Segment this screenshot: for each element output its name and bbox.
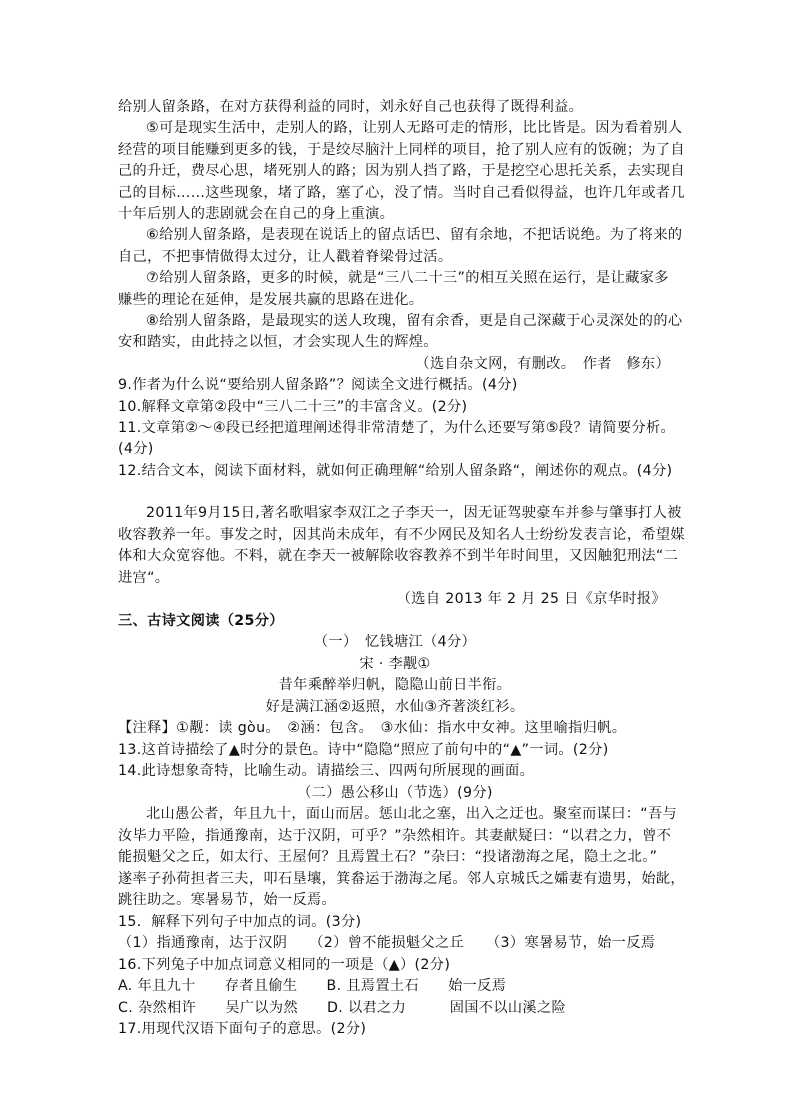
poem-title: （一） 忆钱塘江（4分） [313,634,477,650]
poem-author: 宋 · 李觏① [359,656,431,672]
section-3-heading: 三、古诗文阅读（25分） [118,613,284,629]
article-paragraph-8-line: 安和踏实，由此持之以恒，才会实现人生的辉煌。 [118,334,438,350]
article-paragraph-6-line: ⑥给别人留条路，是表现在说话上的留点话巴、留有余地，不把话说绝。为了将来的 [146,227,683,243]
material-line: 体和大众宽容他。不料，就在李天一被解除收容教养不到半年时间里，又因触犯刑法“二 [118,548,679,564]
material-line: 进宫“。 [118,570,170,586]
prose-line: 遂率子孙荷担者三夫，叩石垦壤，箕畚运于渤海之尾。邻人京城氏之孀妻有遗男，始龀， [118,871,685,887]
question-9: 9.作者为什么说“要给别人留条路”？阅读全文进行概括。(4分) [118,377,518,393]
article-paragraph-5-line: 己的升迁，费尽心思，堵死别人的路；因为别人挡了路，于是挖空心思托关系，去实现自 [118,163,685,179]
prose-line: 跳往助之。寒暑易节，始一反焉。 [118,892,337,908]
poem-line-2: 好是满江涵②返照，水仙③齐著淡红衫。 [265,699,525,715]
article-paragraph-4-tail: 给别人留条路，在对方获得利益的同时，刘永好自己也获得了既得利益。 [118,99,584,115]
question-10: 10.解释文章第②段中“三八二十三”的丰富含义。(2分) [118,399,468,415]
question-14: 14.此诗想象奇特，比喻生动。请描绘三、四两句所展现的画面。 [118,763,535,779]
poem-line-1: 昔年乘醉举归帆，隐隐山前日半衔。 [278,677,512,693]
question-12: 12.结合文本，阅读下面材料，就如何正确理解“给别人留条路“，阐述你的观点。(4分) [118,463,673,479]
article-paragraph-5-line: 十年后别人的悲剧就会在自己的身上重演。 [118,206,395,222]
article-paragraph-8-line: ⑧给别人留条路，是最现实的送人玫瑰，留有余香，更是自己深藏于心灵深处的的心 [146,313,683,329]
question-16: 16.下列兔子中加点词意义相同的一项是（▲）(2分) [118,957,451,973]
article-paragraph-5-line: 己的目标……这些现象，堵了路，塞了心，没了情。当时自己看似得益，也许几年或者几 [118,185,685,201]
article-paragraph-7-line: 赚些的理论在延伸，是发展共赢的思路在进化。 [118,292,424,308]
article-source: （选自杂文网，有删改。 作者 修东） [415,356,670,372]
material-source: （选自 2013 年 2 月 25 日《京华时报》 [396,591,666,607]
question-16-options-cd: C. 杂然相许 吴广以为然 D. 以君之力 固国不以山溪之险 [118,1000,567,1016]
prose-title: （二）愚公移山（节选）(9分) [297,785,493,801]
poem-notes: 【注释】①觏：读 gòu。 ②涵：包含。 ③水仙：指水中女神。这里喻指归帆。 [118,720,627,736]
question-11-score: (4分) [118,441,154,457]
question-15: 15．解释下列句子中加点的词。(3分) [118,914,362,930]
question-15-items: （1）指通豫南，达于汉阴 （2）曾不能损魁父之丘 （3）寒暑易节，始一反焉 [118,935,656,951]
question-11: 11.文章第②～④段已经把道理阐述得非常清楚了，为什么还要写第⑤段？请简要分析。 [118,420,676,436]
article-paragraph-6-line: 自己，不把事情做得太过分，让人戳着脊梁骨过活。 [118,249,453,265]
question-16-options-ab: A. 年且九十 存者且偷生 B. 且焉置土石 始一反焉 [118,978,507,994]
article-paragraph-5-line: ⑤可是现实生活中，走别人的路，让别人无路可走的情形，比比皆是。因为看着别人 [146,120,683,136]
article-paragraph-7-line: ⑦给别人留条路，更多的时候，就是“三八二十三”的相互关照在运行，是让藏家多 [146,270,669,286]
question-13: 13.这首诗描绘了▲时分的景色。诗中“隐隐“照应了前句中的“▲”一词。(2分) [118,742,609,758]
material-line: 收容教养一年。事发之时，因其尚未成年，有不少网民及知名人士纷纷发表言论，希望媒 [118,527,685,543]
material-line: 2011年9月15日,著名歌唱家李双江之子李天一，因无证驾驶豪车并参与肇事打人被 [146,505,682,521]
prose-line: 北山愚公者，年且九十，面山而居。惩山北之塞，出入之迂也。聚室而谋曰：“吾与 [146,806,678,822]
question-17: 17.用现代汉语下面句子的意思。(2分) [118,1021,367,1037]
article-paragraph-5-line: 经营的项目能赚到更多的钱，于是绞尽脑汁上同样的项目，抢了别人应有的饭碗；为了自 [118,142,685,158]
prose-line: 汝毕力平险，指通豫南，达于汉阴，可乎？”杂然相许。其妻献疑曰：“以君之力，曾不 [118,828,672,844]
prose-line: 能损魁父之丘，如太行、王屋何？且焉置土石？”杂曰：“投诸渤海之尾，隐土之北。” [118,849,658,865]
